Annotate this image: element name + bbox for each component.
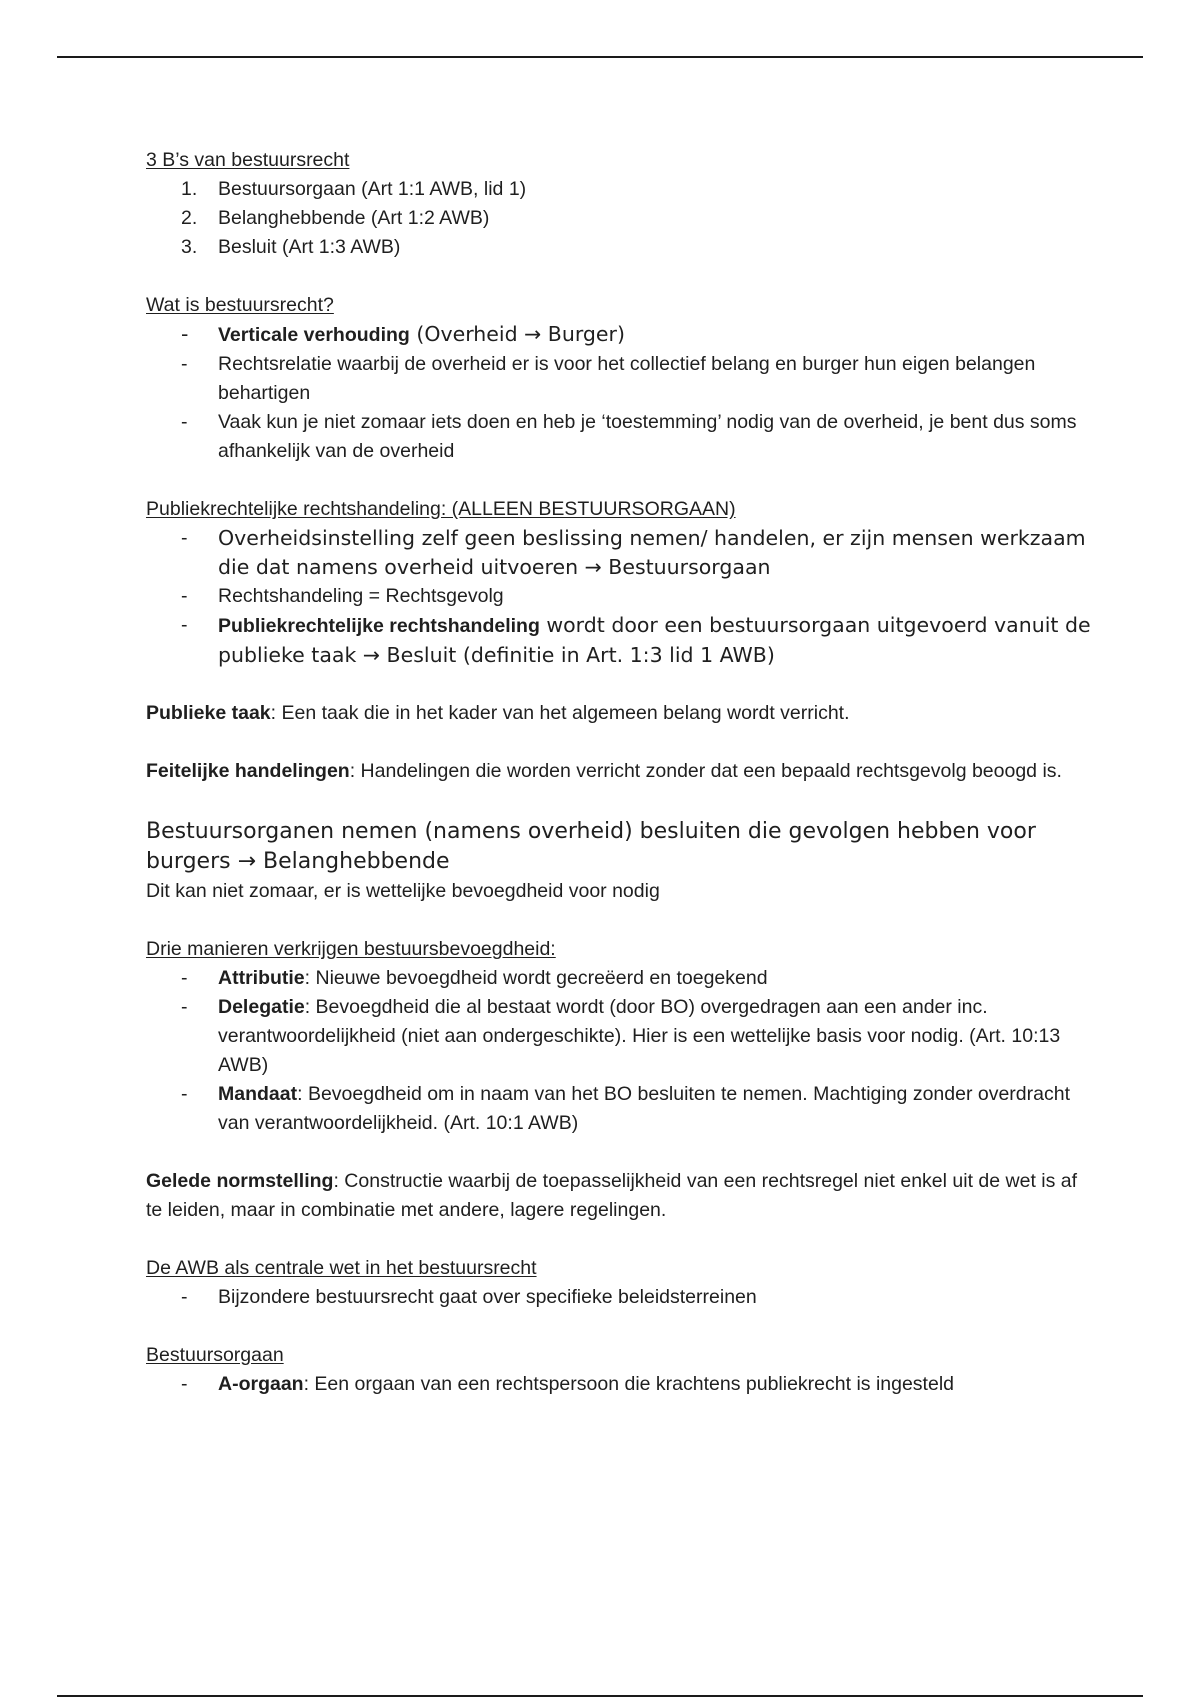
- bullet-list-bevoegdheid: [146, 964, 1096, 1138]
- list-item: - Mandaat: Bevoegdheid om in naam van het BO besluiten te nemen. Machtiging zonder overdracht van verantwoordelijkheid. (Art. 10:1 AWB): [181, 1083, 1070, 1134]
- definition-publieke-taak: Publieke taak: Een taak die in het kader van het algemeen belang wordt verricht.: [146, 702, 850, 724]
- heading-3-bs: 3 B’s van bestuursrecht: [146, 149, 350, 171]
- definition-gelede-normstelling: Gelede normstelling: Constructie waarbij de toepasselijkheid van een rechtsregel niet enkel uit de wet is af te leiden, maar in combinatie met andere, lagere regelingen.: [146, 1170, 1078, 1221]
- definition-feitelijke-handelingen: Feitelijke handelingen: Handelingen die worden verricht zonder dat een bepaald rechtsgevolg beoogd is.: [146, 760, 1062, 782]
- heading-bestuursorgaan: Bestuursorgaan: [146, 1344, 284, 1366]
- list-item: - Rechtsrelatie waarbij de overheid er is voor het collectief belang en burger hun eigen belangen behartigen: [181, 353, 1036, 404]
- list-item: - Publiekrechtelijke rechtshandeling wordt door een bestuursorgaan uitgevoerd vanuit de publieke taak → Besluit (definitie in Art. 1:3 lid 1 AWB): [181, 613, 1091, 667]
- heading-drie-manieren: Drie manieren verkrijgen bestuursbevoegdheid:: [146, 938, 556, 960]
- list-item: - Bijzondere bestuursrecht gaat over specifieke beleidsterreinen: [181, 1286, 757, 1308]
- bullet-list-bestuursorgaan: [146, 1370, 1096, 1399]
- bullet-list-publiekrechtelijk: [146, 524, 1096, 670]
- list-item: - Overheidsinstelling zelf geen beslissing nemen/ handelen, er zijn mensen werkzaam die dat namens overheid uitvoeren → Bestuursorgaan: [181, 526, 1086, 579]
- document-body: [146, 146, 1096, 1399]
- list-item: - Verticale verhouding (Overheid → Burger): [181, 322, 625, 346]
- list-item: 2. Belanghebbende (Art 1:2 AWB): [181, 207, 490, 229]
- heading-wat-is-bestuursrecht: Wat is bestuursrecht?: [146, 294, 334, 316]
- list-item: - A-orgaan: Een orgaan van een rechtspersoon die krachtens publiekrecht is ingesteld: [181, 1373, 954, 1395]
- paragraph-wettelijke-bevoegdheid: Dit kan niet zomaar, er is wettelijke bevoegdheid voor nodig: [146, 880, 660, 902]
- list-item: - Vaak kun je niet zomaar iets doen en heb je ‘toestemming’ nodig van de overheid, je bent dus soms afhankelijk van de overheid: [181, 411, 1077, 462]
- list-item: - Rechtshandeling = Rechtsgevolg: [181, 585, 504, 607]
- bottom-rule: [57, 1695, 1143, 1697]
- top-rule: [57, 56, 1143, 58]
- list-item: 1. Bestuursorgaan (Art 1:1 AWB, lid 1): [181, 178, 527, 200]
- bullet-list-awb: [146, 1283, 1096, 1312]
- bullet-list-wat-is: [146, 320, 1096, 466]
- heading-publiekrechtelijke-rechtshandeling: Publiekrechtelijke rechtshandeling: (ALLEEN BESTUURSORGAAN): [146, 498, 736, 520]
- list-item: - Attributie: Nieuwe bevoegdheid wordt gecreëerd en toegekend: [181, 967, 768, 989]
- numbered-list-3-bs: [146, 175, 1096, 262]
- heading-awb-centrale-wet: De AWB als centrale wet in het bestuursrecht: [146, 1257, 537, 1279]
- list-item: - Delegatie: Bevoegdheid die al bestaat wordt (door BO) overgedragen aan een ander inc. verantwoordelijkheid (niet aan ondergeschikte). Hier is een wettelijke basis voor nodig. (Art. 10:13 AWB): [181, 996, 1061, 1076]
- list-item: 3. Besluit (Art 1:3 AWB): [181, 236, 401, 258]
- paragraph-bestuursorganen: Bestuursorganen nemen (namens overheid) besluiten die gevolgen hebben voor burgers → Belanghebbende: [146, 819, 1036, 874]
